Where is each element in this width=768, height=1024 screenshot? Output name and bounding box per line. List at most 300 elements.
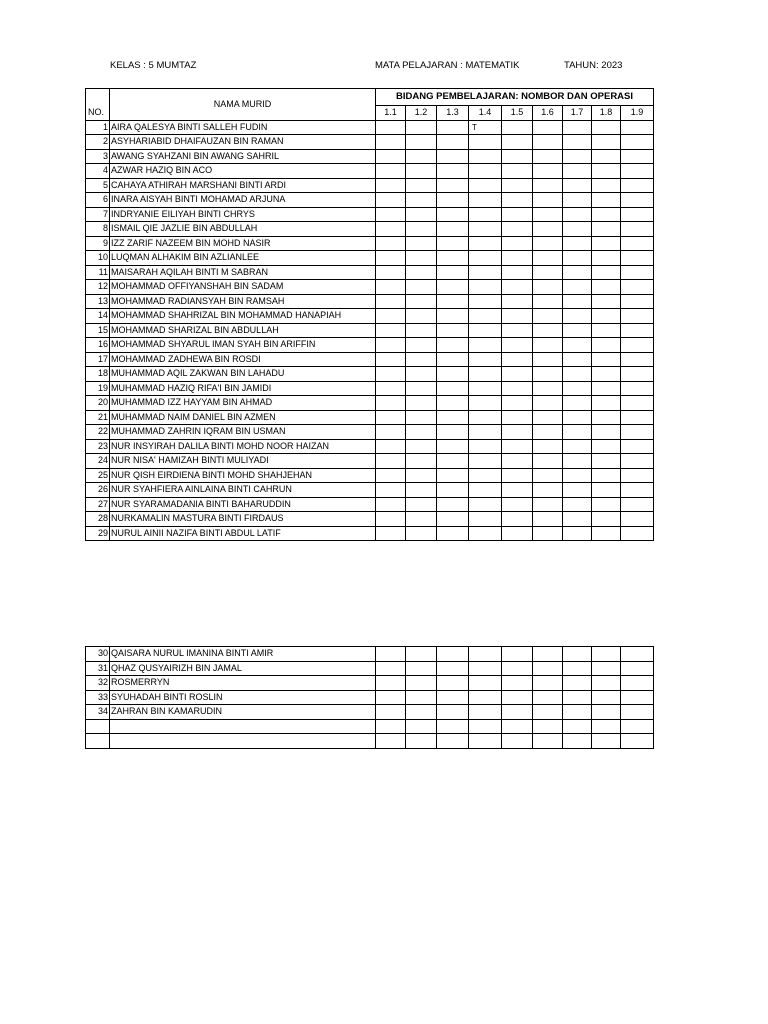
- mark-cell[interactable]: [469, 178, 502, 193]
- mark-cell[interactable]: [376, 512, 406, 527]
- mark-cell[interactable]: [376, 647, 406, 662]
- mark-cell[interactable]: [592, 120, 621, 135]
- mark-cell[interactable]: [502, 294, 533, 309]
- mark-cell[interactable]: [437, 647, 469, 662]
- mark-cell[interactable]: [533, 323, 563, 338]
- mark-cell[interactable]: [502, 734, 533, 749]
- mark-cell[interactable]: [406, 135, 437, 150]
- mark-cell[interactable]: [406, 120, 437, 135]
- mark-cell[interactable]: [376, 497, 406, 512]
- mark-cell[interactable]: [592, 381, 621, 396]
- mark-cell[interactable]: [406, 381, 437, 396]
- mark-cell[interactable]: [469, 352, 502, 367]
- mark-cell[interactable]: [437, 719, 469, 734]
- mark-cell[interactable]: [563, 280, 592, 295]
- mark-cell[interactable]: [621, 676, 654, 691]
- mark-cell[interactable]: [406, 705, 437, 720]
- mark-cell[interactable]: [533, 178, 563, 193]
- mark-cell[interactable]: [621, 294, 654, 309]
- mark-cell[interactable]: [621, 719, 654, 734]
- mark-cell[interactable]: [469, 193, 502, 208]
- mark-cell[interactable]: [621, 251, 654, 266]
- mark-cell[interactable]: [469, 425, 502, 440]
- mark-cell[interactable]: [533, 352, 563, 367]
- mark-cell[interactable]: [406, 178, 437, 193]
- mark-cell[interactable]: [533, 338, 563, 353]
- mark-cell[interactable]: [621, 705, 654, 720]
- mark-cell[interactable]: [437, 178, 469, 193]
- mark-cell[interactable]: [437, 425, 469, 440]
- mark-cell[interactable]: [592, 323, 621, 338]
- mark-cell[interactable]: [563, 425, 592, 440]
- mark-cell[interactable]: [592, 367, 621, 382]
- mark-cell[interactable]: [406, 323, 437, 338]
- mark-cell[interactable]: [469, 734, 502, 749]
- mark-cell[interactable]: [376, 676, 406, 691]
- mark-cell[interactable]: [502, 512, 533, 527]
- mark-cell[interactable]: [376, 719, 406, 734]
- mark-cell[interactable]: [592, 410, 621, 425]
- mark-cell[interactable]: [376, 705, 406, 720]
- mark-cell[interactable]: [533, 526, 563, 541]
- mark-cell[interactable]: [592, 661, 621, 676]
- mark-cell[interactable]: [437, 120, 469, 135]
- mark-cell[interactable]: [592, 352, 621, 367]
- mark-cell[interactable]: [437, 294, 469, 309]
- mark-cell[interactable]: [533, 647, 563, 662]
- mark-cell[interactable]: [469, 251, 502, 266]
- mark-cell[interactable]: [621, 149, 654, 164]
- mark-cell[interactable]: [621, 661, 654, 676]
- mark-cell[interactable]: [533, 236, 563, 251]
- mark-cell[interactable]: [376, 309, 406, 324]
- mark-cell[interactable]: [437, 164, 469, 179]
- mark-cell[interactable]: [502, 497, 533, 512]
- mark-cell[interactable]: [376, 352, 406, 367]
- mark-cell[interactable]: [563, 661, 592, 676]
- mark-cell[interactable]: [376, 381, 406, 396]
- mark-cell[interactable]: [406, 512, 437, 527]
- mark-cell[interactable]: [502, 135, 533, 150]
- mark-cell[interactable]: [563, 352, 592, 367]
- mark-cell[interactable]: [469, 647, 502, 662]
- mark-cell[interactable]: [621, 454, 654, 469]
- mark-cell[interactable]: [563, 676, 592, 691]
- mark-cell[interactable]: [502, 690, 533, 705]
- mark-cell[interactable]: [406, 294, 437, 309]
- mark-cell[interactable]: [533, 425, 563, 440]
- mark-cell[interactable]: [533, 676, 563, 691]
- mark-cell[interactable]: [502, 676, 533, 691]
- mark-cell[interactable]: [592, 280, 621, 295]
- mark-cell[interactable]: [621, 280, 654, 295]
- mark-cell[interactable]: [469, 705, 502, 720]
- mark-cell[interactable]: [533, 207, 563, 222]
- mark-cell[interactable]: [563, 512, 592, 527]
- mark-cell[interactable]: [502, 149, 533, 164]
- mark-cell[interactable]: [563, 222, 592, 237]
- mark-cell[interactable]: [406, 396, 437, 411]
- mark-cell[interactable]: [592, 705, 621, 720]
- mark-cell[interactable]: [563, 120, 592, 135]
- mark-cell[interactable]: [502, 251, 533, 266]
- mark-cell[interactable]: [437, 705, 469, 720]
- mark-cell[interactable]: [376, 661, 406, 676]
- mark-cell[interactable]: [533, 719, 563, 734]
- mark-cell[interactable]: [563, 483, 592, 498]
- mark-cell[interactable]: [592, 526, 621, 541]
- mark-cell[interactable]: [376, 164, 406, 179]
- mark-cell[interactable]: [533, 661, 563, 676]
- mark-cell[interactable]: [406, 526, 437, 541]
- mark-cell[interactable]: [437, 512, 469, 527]
- mark-cell[interactable]: [502, 120, 533, 135]
- mark-cell[interactable]: [592, 512, 621, 527]
- mark-cell[interactable]: [376, 135, 406, 150]
- mark-cell[interactable]: [437, 135, 469, 150]
- mark-cell[interactable]: [563, 294, 592, 309]
- mark-cell[interactable]: [592, 647, 621, 662]
- mark-cell[interactable]: [563, 396, 592, 411]
- mark-cell[interactable]: [621, 352, 654, 367]
- mark-cell[interactable]: [533, 483, 563, 498]
- mark-cell[interactable]: [376, 425, 406, 440]
- mark-cell[interactable]: [502, 396, 533, 411]
- mark-cell[interactable]: [437, 483, 469, 498]
- mark-cell[interactable]: [563, 178, 592, 193]
- mark-cell[interactable]: [592, 207, 621, 222]
- mark-cell[interactable]: [563, 439, 592, 454]
- mark-cell[interactable]: [592, 497, 621, 512]
- mark-cell[interactable]: [469, 396, 502, 411]
- mark-cell[interactable]: [469, 454, 502, 469]
- mark-cell[interactable]: [563, 719, 592, 734]
- mark-cell[interactable]: [621, 309, 654, 324]
- mark-cell[interactable]: [502, 352, 533, 367]
- mark-cell[interactable]: [533, 439, 563, 454]
- mark-cell[interactable]: [533, 381, 563, 396]
- mark-cell[interactable]: [533, 734, 563, 749]
- mark-cell[interactable]: [469, 149, 502, 164]
- mark-cell[interactable]: [533, 497, 563, 512]
- mark-cell[interactable]: [376, 468, 406, 483]
- mark-cell[interactable]: [621, 512, 654, 527]
- mark-cell[interactable]: [406, 164, 437, 179]
- mark-cell[interactable]: [621, 690, 654, 705]
- mark-cell[interactable]: [502, 265, 533, 280]
- mark-cell[interactable]: [563, 468, 592, 483]
- mark-cell[interactable]: [533, 454, 563, 469]
- mark-cell[interactable]: [502, 468, 533, 483]
- mark-cell[interactable]: [376, 734, 406, 749]
- mark-cell[interactable]: [406, 690, 437, 705]
- mark-cell[interactable]: [437, 251, 469, 266]
- mark-cell[interactable]: [533, 265, 563, 280]
- mark-cell[interactable]: [406, 439, 437, 454]
- mark-cell[interactable]: [437, 236, 469, 251]
- mark-cell[interactable]: [406, 497, 437, 512]
- mark-cell[interactable]: [437, 396, 469, 411]
- mark-cell[interactable]: [502, 454, 533, 469]
- mark-cell[interactable]: [437, 367, 469, 382]
- mark-cell[interactable]: [621, 120, 654, 135]
- mark-cell[interactable]: [376, 454, 406, 469]
- mark-cell[interactable]: [469, 280, 502, 295]
- mark-cell[interactable]: [621, 207, 654, 222]
- mark-cell[interactable]: [533, 309, 563, 324]
- mark-cell[interactable]: [376, 338, 406, 353]
- mark-cell[interactable]: [592, 425, 621, 440]
- mark-cell[interactable]: [621, 164, 654, 179]
- mark-cell[interactable]: [502, 309, 533, 324]
- mark-cell[interactable]: [406, 352, 437, 367]
- mark-cell[interactable]: [621, 193, 654, 208]
- mark-cell[interactable]: [469, 690, 502, 705]
- mark-cell[interactable]: [376, 294, 406, 309]
- mark-cell[interactable]: [563, 690, 592, 705]
- mark-cell[interactable]: [502, 323, 533, 338]
- mark-cell[interactable]: [437, 149, 469, 164]
- mark-cell[interactable]: [533, 120, 563, 135]
- mark-cell[interactable]: [376, 526, 406, 541]
- mark-cell[interactable]: [437, 690, 469, 705]
- mark-cell[interactable]: [592, 734, 621, 749]
- mark-cell[interactable]: [592, 719, 621, 734]
- mark-cell[interactable]: [621, 647, 654, 662]
- mark-cell[interactable]: [376, 251, 406, 266]
- mark-cell[interactable]: [502, 705, 533, 720]
- mark-cell[interactable]: [533, 396, 563, 411]
- mark-cell[interactable]: [437, 338, 469, 353]
- mark-cell[interactable]: [502, 338, 533, 353]
- mark-cell[interactable]: [621, 526, 654, 541]
- mark-cell[interactable]: [437, 439, 469, 454]
- mark-cell[interactable]: [502, 719, 533, 734]
- mark-cell[interactable]: [502, 222, 533, 237]
- mark-cell[interactable]: [437, 410, 469, 425]
- mark-cell[interactable]: [592, 265, 621, 280]
- mark-cell[interactable]: [592, 236, 621, 251]
- mark-cell[interactable]: [621, 734, 654, 749]
- mark-cell[interactable]: [621, 425, 654, 440]
- mark-cell[interactable]: [406, 483, 437, 498]
- mark-cell[interactable]: [592, 251, 621, 266]
- mark-cell[interactable]: [621, 497, 654, 512]
- mark-cell[interactable]: [469, 381, 502, 396]
- mark-cell[interactable]: [592, 439, 621, 454]
- mark-cell[interactable]: [592, 309, 621, 324]
- mark-cell[interactable]: [621, 381, 654, 396]
- mark-cell[interactable]: [592, 164, 621, 179]
- mark-cell[interactable]: [437, 309, 469, 324]
- mark-cell[interactable]: [406, 222, 437, 237]
- mark-cell[interactable]: [533, 251, 563, 266]
- mark-cell[interactable]: [502, 178, 533, 193]
- mark-cell[interactable]: [502, 367, 533, 382]
- mark-cell[interactable]: [469, 294, 502, 309]
- mark-cell[interactable]: [533, 410, 563, 425]
- mark-cell[interactable]: [621, 338, 654, 353]
- mark-cell[interactable]: [533, 222, 563, 237]
- mark-cell[interactable]: [469, 222, 502, 237]
- mark-cell[interactable]: [437, 207, 469, 222]
- mark-cell[interactable]: [563, 251, 592, 266]
- mark-cell[interactable]: [563, 734, 592, 749]
- mark-cell[interactable]: [563, 705, 592, 720]
- mark-cell[interactable]: [376, 439, 406, 454]
- mark-cell[interactable]: [533, 164, 563, 179]
- mark-cell[interactable]: [469, 265, 502, 280]
- mark-cell[interactable]: [502, 526, 533, 541]
- mark-cell[interactable]: [406, 454, 437, 469]
- mark-cell[interactable]: [469, 526, 502, 541]
- mark-cell[interactable]: [469, 468, 502, 483]
- mark-cell[interactable]: [406, 149, 437, 164]
- mark-cell[interactable]: [469, 483, 502, 498]
- mark-cell[interactable]: [502, 236, 533, 251]
- mark-cell[interactable]: [469, 338, 502, 353]
- mark-cell[interactable]: [437, 222, 469, 237]
- mark-cell[interactable]: [621, 178, 654, 193]
- mark-cell[interactable]: [502, 439, 533, 454]
- mark-cell[interactable]: [533, 193, 563, 208]
- mark-cell[interactable]: [563, 526, 592, 541]
- mark-cell[interactable]: [563, 236, 592, 251]
- mark-cell[interactable]: [437, 526, 469, 541]
- mark-cell[interactable]: [533, 690, 563, 705]
- mark-cell[interactable]: [502, 193, 533, 208]
- mark-cell[interactable]: [376, 367, 406, 382]
- mark-cell[interactable]: [406, 425, 437, 440]
- mark-cell[interactable]: [502, 647, 533, 662]
- mark-cell[interactable]: T: [469, 120, 502, 135]
- mark-cell[interactable]: [406, 647, 437, 662]
- mark-cell[interactable]: [563, 207, 592, 222]
- mark-cell[interactable]: [469, 323, 502, 338]
- mark-cell[interactable]: [469, 512, 502, 527]
- mark-cell[interactable]: [437, 734, 469, 749]
- mark-cell[interactable]: [376, 323, 406, 338]
- mark-cell[interactable]: [592, 294, 621, 309]
- mark-cell[interactable]: [621, 367, 654, 382]
- mark-cell[interactable]: [533, 512, 563, 527]
- mark-cell[interactable]: [376, 178, 406, 193]
- mark-cell[interactable]: [376, 483, 406, 498]
- mark-cell[interactable]: [621, 323, 654, 338]
- mark-cell[interactable]: [406, 410, 437, 425]
- mark-cell[interactable]: [592, 483, 621, 498]
- mark-cell[interactable]: [563, 265, 592, 280]
- mark-cell[interactable]: [563, 164, 592, 179]
- mark-cell[interactable]: [406, 251, 437, 266]
- mark-cell[interactable]: [533, 705, 563, 720]
- mark-cell[interactable]: [563, 309, 592, 324]
- mark-cell[interactable]: [563, 647, 592, 662]
- mark-cell[interactable]: [563, 323, 592, 338]
- mark-cell[interactable]: [406, 280, 437, 295]
- mark-cell[interactable]: [621, 410, 654, 425]
- mark-cell[interactable]: [376, 193, 406, 208]
- mark-cell[interactable]: [406, 468, 437, 483]
- mark-cell[interactable]: [406, 236, 437, 251]
- mark-cell[interactable]: [563, 135, 592, 150]
- mark-cell[interactable]: [406, 734, 437, 749]
- mark-cell[interactable]: [621, 396, 654, 411]
- mark-cell[interactable]: [437, 352, 469, 367]
- mark-cell[interactable]: [563, 149, 592, 164]
- mark-cell[interactable]: [533, 367, 563, 382]
- mark-cell[interactable]: [592, 178, 621, 193]
- mark-cell[interactable]: [406, 367, 437, 382]
- mark-cell[interactable]: [437, 381, 469, 396]
- mark-cell[interactable]: [502, 410, 533, 425]
- mark-cell[interactable]: [592, 135, 621, 150]
- mark-cell[interactable]: [502, 483, 533, 498]
- mark-cell[interactable]: [376, 236, 406, 251]
- mark-cell[interactable]: [563, 497, 592, 512]
- mark-cell[interactable]: [437, 661, 469, 676]
- mark-cell[interactable]: [437, 676, 469, 691]
- mark-cell[interactable]: [621, 265, 654, 280]
- mark-cell[interactable]: [592, 396, 621, 411]
- mark-cell[interactable]: [469, 410, 502, 425]
- mark-cell[interactable]: [437, 454, 469, 469]
- mark-cell[interactable]: [406, 676, 437, 691]
- mark-cell[interactable]: [376, 120, 406, 135]
- mark-cell[interactable]: [502, 164, 533, 179]
- mark-cell[interactable]: [621, 236, 654, 251]
- mark-cell[interactable]: [502, 425, 533, 440]
- mark-cell[interactable]: [376, 265, 406, 280]
- mark-cell[interactable]: [469, 309, 502, 324]
- mark-cell[interactable]: [469, 207, 502, 222]
- mark-cell[interactable]: [563, 454, 592, 469]
- mark-cell[interactable]: [406, 265, 437, 280]
- mark-cell[interactable]: [563, 410, 592, 425]
- mark-cell[interactable]: [563, 338, 592, 353]
- mark-cell[interactable]: [621, 468, 654, 483]
- mark-cell[interactable]: [437, 323, 469, 338]
- mark-cell[interactable]: [469, 661, 502, 676]
- mark-cell[interactable]: [376, 690, 406, 705]
- mark-cell[interactable]: [592, 222, 621, 237]
- mark-cell[interactable]: [592, 690, 621, 705]
- mark-cell[interactable]: [563, 381, 592, 396]
- mark-cell[interactable]: [533, 135, 563, 150]
- mark-cell[interactable]: [376, 222, 406, 237]
- mark-cell[interactable]: [406, 719, 437, 734]
- mark-cell[interactable]: [469, 135, 502, 150]
- mark-cell[interactable]: [437, 265, 469, 280]
- mark-cell[interactable]: [406, 207, 437, 222]
- mark-cell[interactable]: [376, 410, 406, 425]
- mark-cell[interactable]: [406, 193, 437, 208]
- mark-cell[interactable]: [533, 468, 563, 483]
- mark-cell[interactable]: [592, 338, 621, 353]
- mark-cell[interactable]: [469, 236, 502, 251]
- mark-cell[interactable]: [469, 367, 502, 382]
- mark-cell[interactable]: [437, 193, 469, 208]
- mark-cell[interactable]: [592, 676, 621, 691]
- mark-cell[interactable]: [533, 294, 563, 309]
- mark-cell[interactable]: [469, 497, 502, 512]
- mark-cell[interactable]: [502, 381, 533, 396]
- mark-cell[interactable]: [563, 367, 592, 382]
- mark-cell[interactable]: [621, 483, 654, 498]
- mark-cell[interactable]: [469, 164, 502, 179]
- mark-cell[interactable]: [469, 719, 502, 734]
- mark-cell[interactable]: [376, 396, 406, 411]
